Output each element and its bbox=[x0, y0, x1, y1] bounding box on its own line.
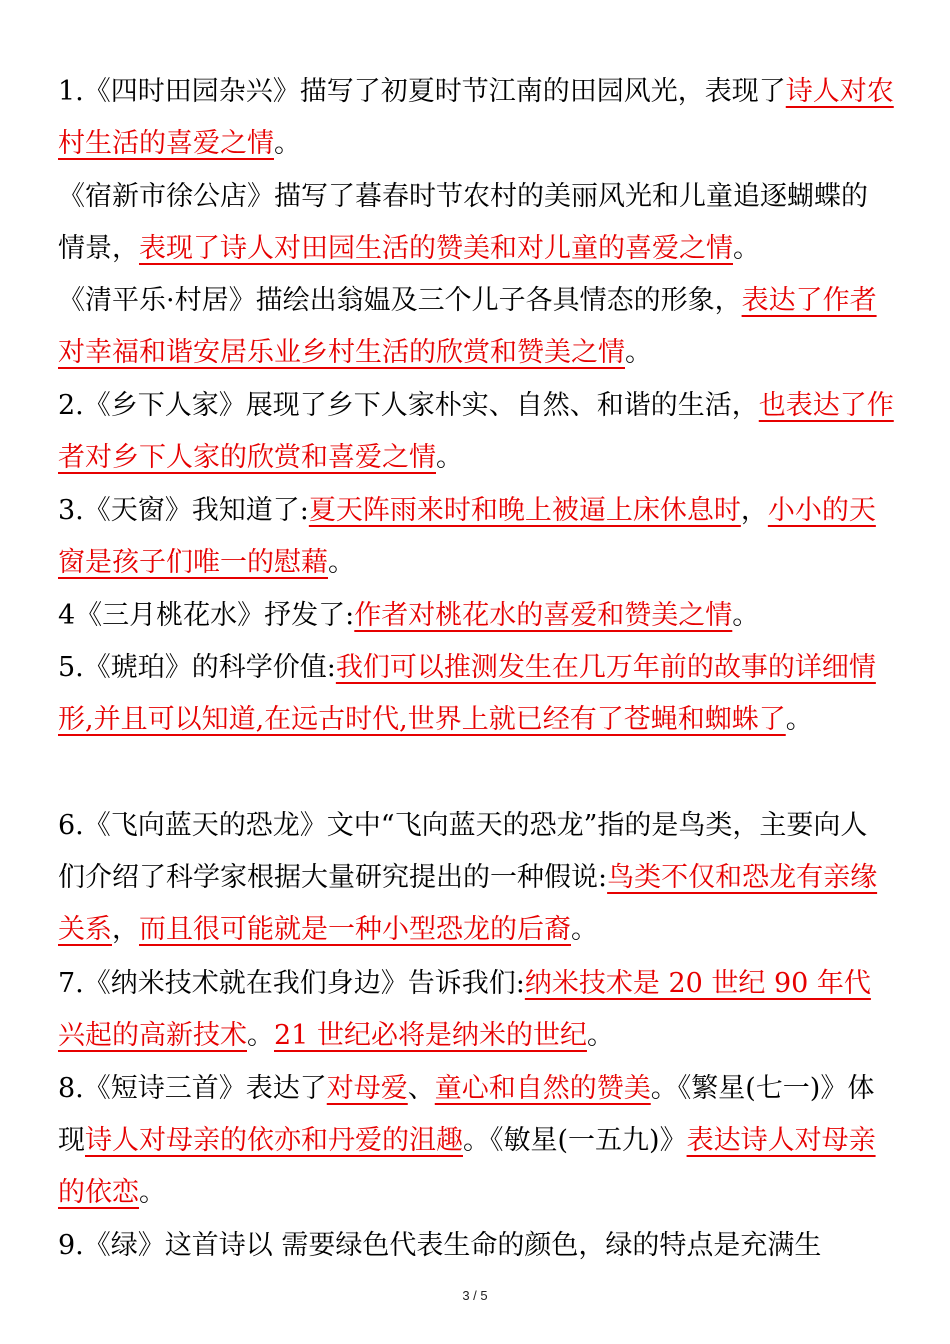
text-segment: 8.《短诗三首》表达了 bbox=[58, 1073, 327, 1104]
text-segment: 《宿新市徐公店》描写了暮春时节农村的美丽风光和儿童追逐蝴蝶的情景， bbox=[58, 181, 868, 264]
answer-text: 童心和自然的赞美 bbox=[434, 1073, 651, 1104]
paragraph-7 bbox=[58, 958, 894, 1062]
text-segment: 9.《绿》这首诗以 需要绿色代表生命的颜色，绿的特点是充满生 bbox=[58, 1230, 822, 1261]
paragraph-4 bbox=[58, 590, 894, 642]
paragraph-2 bbox=[58, 380, 894, 484]
text-segment: 6.《飞向蓝天的恐龙》文中“飞向蓝天的恐龙”指的是鸟类，主要向人们介绍了科学家根据大量研究提出的一种假说: bbox=[58, 810, 868, 893]
text-segment: 1.《四时田园杂兴》描写了初夏时节江南的田园风光，表现了 bbox=[58, 76, 786, 107]
text-segment: 。 bbox=[586, 1020, 614, 1051]
paragraph-1b bbox=[58, 171, 894, 275]
answer-text: 表现了诗人对田园生活的赞美和对儿童的喜爱之情 bbox=[139, 233, 733, 264]
text-segment: ， bbox=[740, 495, 768, 526]
paragraph-5 bbox=[58, 642, 894, 746]
text-segment: 、 bbox=[407, 1073, 435, 1104]
text-segment: 5.《琥珀》的科学价值: bbox=[58, 652, 336, 683]
answer-text: 表达了作者对幸福和谐安居乐业乡村生活的欣赏和赞美之情 bbox=[58, 285, 877, 368]
answer-text: 我们可以推测发生在几万年前的故事的详细情形,并且可以知道,在远古时代,世界上就已经有了苍蝇和蜘蛛了 bbox=[58, 652, 876, 735]
text-segment: 。 bbox=[785, 704, 813, 735]
text-segment: ， bbox=[112, 914, 139, 945]
text-segment: 。 bbox=[625, 337, 652, 368]
text-segment: 。 bbox=[328, 547, 355, 578]
answer-text: 而且很可能就是一种小型恐龙的后裔 bbox=[139, 914, 571, 945]
paragraph-6 bbox=[58, 800, 894, 956]
text-segment: 《清平乐·村居》描绘出翁媪及三个儿子各具情态的形象， bbox=[58, 285, 742, 316]
answer-text: 作者对桃花水的喜爱和赞美之情 bbox=[354, 600, 733, 631]
paragraph-8 bbox=[58, 1063, 894, 1219]
paragraph-9 bbox=[58, 1220, 894, 1272]
paragraph-1c bbox=[58, 275, 894, 379]
page-number: 3 / 5 bbox=[462, 1288, 488, 1303]
answer-text: 诗人对母亲的依亦和丹爱的沮趣 bbox=[85, 1125, 463, 1156]
text-segment: 。 bbox=[247, 1020, 274, 1051]
paragraph-3 bbox=[58, 485, 894, 589]
text-segment: 。 bbox=[436, 442, 463, 473]
paragraph-1 bbox=[58, 66, 894, 170]
text-segment: 。《繁星(七一)》体现 bbox=[58, 1073, 875, 1156]
text-segment: 。 bbox=[274, 128, 301, 159]
answer-text: 小小的天窗是孩子们唯一的慰藉 bbox=[58, 495, 876, 578]
text-segment: 。 bbox=[139, 1177, 166, 1208]
answer-text: 也表达了作者对乡下人家的欣赏和喜爱之情 bbox=[58, 390, 894, 473]
text-segment: 4《三月桃花水》抒发了: bbox=[58, 600, 355, 631]
text-segment: 3.《天窗》我知道了: bbox=[58, 495, 309, 526]
answer-text: 表达诗人对母亲的依恋 bbox=[58, 1125, 876, 1208]
answer-text: 诗人对农村生活的喜爱之情 bbox=[58, 76, 894, 159]
answer-text: 纳米技术是 20 世纪 90 年代兴起的高新技术 bbox=[58, 968, 871, 1051]
answer-text: 21 世纪必将是纳米的世纪 bbox=[274, 1020, 587, 1051]
text-segment: 。 bbox=[732, 600, 760, 631]
text-segment: 2.《乡下人家》展现了乡下人家朴实、自然、和谐的生活， bbox=[58, 390, 759, 421]
text-segment: 。 bbox=[733, 233, 760, 264]
answer-text: 夏天阵雨来时和晚上被逼上床休息时 bbox=[308, 495, 741, 526]
answer-text: 鸟类不仅和恐龙有亲缘关系 bbox=[58, 862, 878, 945]
answer-text: 对母爱 bbox=[326, 1073, 408, 1104]
text-segment: 7.《纳米技术就在我们身边》告诉我们: bbox=[58, 968, 525, 999]
text-segment: 。 bbox=[571, 914, 598, 945]
text-segment: 。《敏星(一五九)》 bbox=[463, 1125, 687, 1156]
